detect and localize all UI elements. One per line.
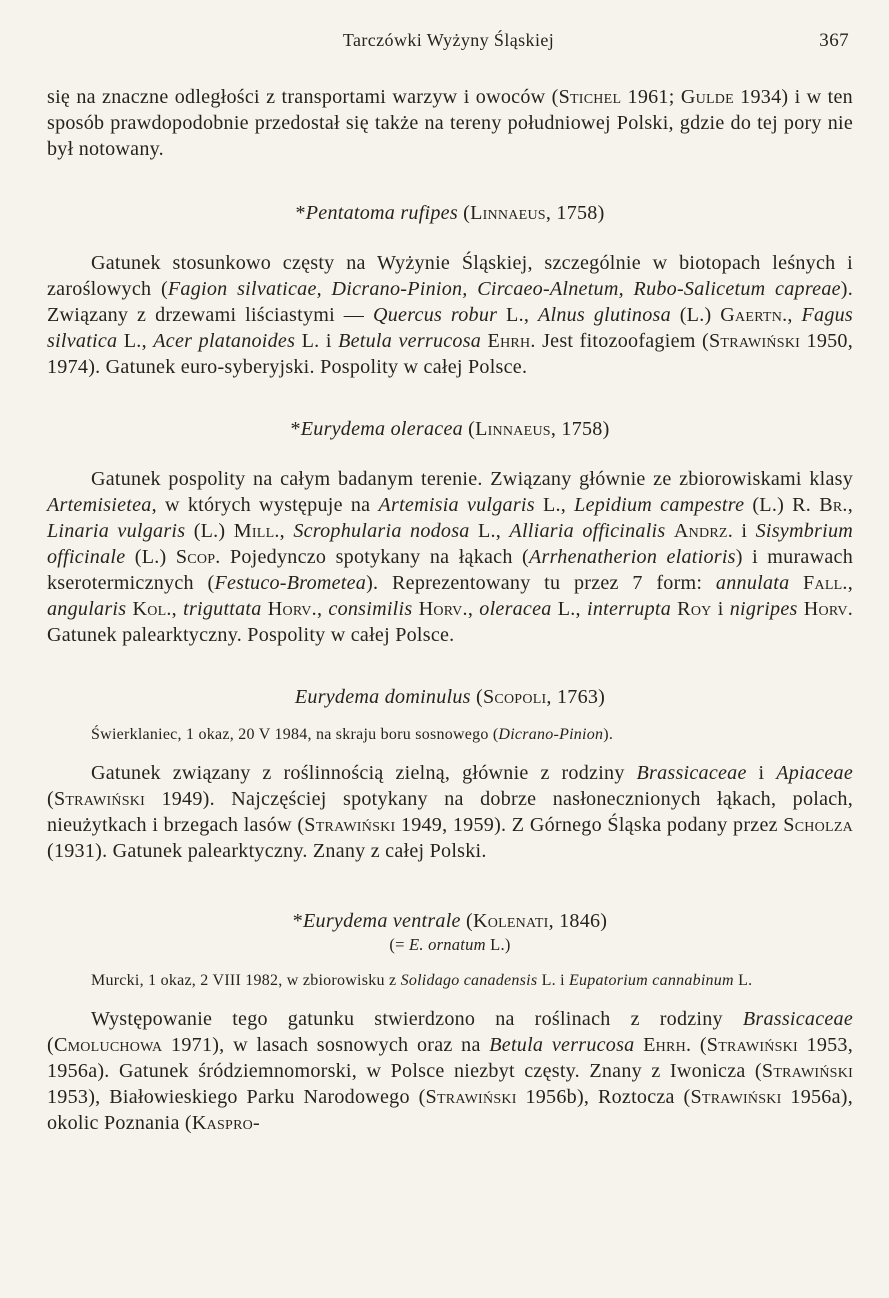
paragraph-continued bbox=[47, 84, 853, 162]
text-run: ). bbox=[603, 726, 614, 743]
text-run: 1949). Najczęściej spotykany na dobrze nasłonecznionych łąkach, polach, nieużytkach i brzegach lasów ( bbox=[47, 788, 853, 836]
text-run: Gatunek pospolity na całym badanym terenie. Związany głównie ze zbiorowiskami klasy bbox=[91, 468, 853, 490]
author-citation: Strawiński bbox=[53, 788, 146, 810]
taxon-name: Betula verrucosa bbox=[489, 1034, 635, 1056]
text-run: i bbox=[711, 598, 730, 620]
text-run: ( bbox=[470, 686, 483, 708]
taxon-name: Lepidium campestre bbox=[574, 494, 745, 516]
text-run: ( bbox=[462, 418, 476, 440]
taxon-name: Festuco-Brometea bbox=[214, 572, 367, 594]
form-name: annulata bbox=[715, 572, 790, 594]
record-locality bbox=[47, 724, 853, 746]
text-run: , w których występuje na bbox=[151, 494, 379, 516]
taxon-name: Solidago canadensis bbox=[400, 972, 538, 989]
author-citation: Roy bbox=[677, 598, 712, 620]
record-locality bbox=[47, 970, 853, 992]
species-heading-eurydema-dominulus bbox=[47, 684, 853, 710]
text-run: L., bbox=[551, 598, 587, 620]
author-citation: Ehrh. bbox=[643, 1034, 692, 1056]
text-run: ( bbox=[691, 1034, 707, 1056]
text-run: L. i bbox=[295, 330, 339, 352]
species-year: , 1763) bbox=[546, 686, 606, 708]
new-record-mark: * bbox=[290, 418, 301, 440]
text-run: ( bbox=[457, 202, 471, 224]
author-citation: Fall. bbox=[803, 572, 848, 594]
new-record-mark: * bbox=[292, 910, 304, 932]
author-citation: Cmoluchowa bbox=[53, 1034, 163, 1056]
taxon-name: Brassicaceae bbox=[742, 1008, 853, 1030]
paragraph-eurydema-dominulus bbox=[47, 760, 853, 864]
taxon-name: Artemisia vulgaris bbox=[378, 494, 535, 516]
taxon-name: E. ornatum bbox=[409, 935, 486, 954]
form-name: consimilis bbox=[328, 598, 413, 620]
text-run: ( bbox=[47, 788, 54, 810]
author-citation: Ehrh. bbox=[487, 330, 536, 352]
text-run: , bbox=[316, 598, 329, 620]
text-run: 1956b), Roztocza ( bbox=[516, 1086, 691, 1108]
species-name: Eurydema ventrale bbox=[303, 910, 461, 932]
taxon-name: Acer platanoides bbox=[153, 330, 296, 352]
author-citation: Strawiński bbox=[706, 1034, 798, 1056]
text-run: 1953, 1956a). Gatunek śródziemnomorski, w Polsce niezbyt częsty. Znany z Iwonicza ( bbox=[47, 1034, 853, 1082]
author-citation: Gulde bbox=[680, 86, 734, 108]
text-run: ( bbox=[460, 910, 473, 932]
author-citation: Horv. bbox=[418, 598, 468, 620]
species-author: Scopoli bbox=[482, 686, 547, 708]
species-year: , 1846) bbox=[548, 910, 608, 932]
species-name: Pentatoma rufipes bbox=[305, 202, 458, 224]
taxon-name: Fagion silvaticae, Dicrano-Pinion, Circaeo-Alnetum, Rubo-Salicetum capreae bbox=[167, 278, 841, 300]
form-name: angularis bbox=[47, 598, 127, 620]
taxon-name: Alnus glutinosa bbox=[537, 304, 671, 326]
text-run: Występowanie tego gatunku stwierdzono na roślinach z rodziny bbox=[91, 1008, 743, 1030]
text-run: (L.) bbox=[670, 304, 721, 326]
form-name: interrupta bbox=[587, 598, 671, 620]
author-citation: Strawiński bbox=[690, 1086, 782, 1108]
text-run: 1971), w lasach sosnowych oraz na bbox=[162, 1034, 490, 1056]
text-run: 1956a), okolic Poznania ( bbox=[47, 1086, 853, 1134]
taxon-name: Quercus robur bbox=[372, 304, 498, 326]
text-run: L., bbox=[497, 304, 538, 326]
author-citation: Horv. bbox=[267, 598, 317, 620]
taxon-name: Brassicaceae bbox=[636, 762, 747, 784]
author-citation: Strawiński bbox=[425, 1086, 517, 1108]
text-run: (= bbox=[389, 935, 410, 954]
taxon-name: Arrhenatherion elatioris bbox=[528, 546, 736, 568]
text-run bbox=[665, 520, 673, 542]
text-run: i bbox=[733, 520, 756, 542]
text-run: L. bbox=[733, 972, 753, 989]
species-year: , 1758) bbox=[545, 202, 605, 224]
author-citation: Br. bbox=[819, 494, 848, 516]
taxon-name: Betula verrucosa bbox=[338, 330, 482, 352]
text-run: Pojedynczo spotykany na łąkach ( bbox=[220, 546, 529, 568]
text-run: , bbox=[847, 494, 853, 516]
new-record-mark: * bbox=[295, 202, 306, 224]
text-run: Gatunek stosunkowo częsty na Wyżynie Śląskiej, szczególnie w biotopach leśnych i zaroślowych ( bbox=[47, 252, 853, 300]
text-run: Świerklaniec, 1 okaz, 20 V 1984, na skraju boru sosnowego ( bbox=[91, 726, 499, 743]
author-citation: Gaertn. bbox=[720, 304, 788, 326]
species-author: Linnaeus bbox=[470, 202, 546, 224]
species-year: , 1758) bbox=[550, 418, 610, 440]
form-name: triguttata bbox=[183, 598, 262, 620]
species-author: Kolenati bbox=[472, 910, 549, 932]
text-run: (L.) bbox=[185, 520, 234, 542]
taxon-name: Alliaria officinalis bbox=[509, 520, 666, 542]
page-body bbox=[47, 84, 853, 1136]
author-citation: Scop. bbox=[175, 546, 221, 568]
text-run: Gatunek palearktyczny. Pospolity w całej Polsce. bbox=[47, 624, 455, 646]
running-header bbox=[48, 30, 849, 58]
form-name: oleracea bbox=[479, 598, 552, 620]
taxon-name: Eupatorium cannabinum bbox=[569, 972, 734, 989]
author-citation: Andrz. bbox=[673, 520, 733, 542]
text-run: 1949, 1959). Z Górnego Śląska podany przez bbox=[395, 814, 784, 836]
text-run: , bbox=[847, 572, 853, 594]
taxon-name: Dicrano-Pinion bbox=[498, 726, 604, 743]
species-heading-pentatoma-rufipes bbox=[47, 200, 853, 226]
text-run: Jest fitozoofagiem ( bbox=[535, 330, 709, 352]
author-citation: Stichel bbox=[558, 86, 622, 108]
author-citation: Strawiński bbox=[304, 814, 396, 836]
species-heading-eurydema-ventrale bbox=[47, 908, 853, 934]
species-author: Linnaeus bbox=[475, 418, 551, 440]
text-run: L., bbox=[117, 330, 154, 352]
text-run: L.) bbox=[485, 935, 511, 954]
text-run: (L.) R. bbox=[744, 494, 820, 516]
text-run: ). Reprezentowany tu przez 7 form: bbox=[366, 572, 716, 594]
text-run: L. i bbox=[537, 972, 570, 989]
taxon-name: Artemisietea bbox=[47, 494, 152, 516]
taxon-name: Fagus silvatica bbox=[47, 304, 853, 352]
text-run: , bbox=[171, 598, 184, 620]
text-run: (L.) bbox=[125, 546, 176, 568]
text-run: 1934) i w ten sposób prawdopodobnie przedostał się także na tereny południowej Polski, gdzie do tej pory nie był notowany. bbox=[47, 86, 853, 160]
paragraph-eurydema-ventrale bbox=[47, 1006, 853, 1136]
text-run: i bbox=[746, 762, 777, 784]
text-run bbox=[634, 1034, 643, 1056]
text-run: L., bbox=[469, 520, 510, 542]
text-run: się na znaczne odległości z transportami warzyw i owoców ( bbox=[47, 86, 559, 108]
author-citation: Scholza bbox=[783, 814, 853, 836]
taxon-name: Scrophularia nodosa bbox=[293, 520, 470, 542]
taxon-name: Linaria vulgaris bbox=[47, 520, 186, 542]
text-run: , bbox=[279, 520, 294, 542]
text-run: (1931). Gatunek palearktyczny. Znany z całej Polski. bbox=[47, 840, 487, 862]
text-run: , bbox=[467, 598, 480, 620]
synonym-line bbox=[47, 934, 853, 956]
text-run: 1961; bbox=[621, 86, 681, 108]
species-name: Eurydema oleracea bbox=[300, 418, 463, 440]
text-run: Murcki, 1 okaz, 2 VIII 1982, w zbiorowisku z bbox=[91, 972, 401, 989]
paragraph-eurydema-oleracea bbox=[47, 466, 853, 648]
form-name: nigripes bbox=[729, 598, 798, 620]
species-name: Eurydema dominulus bbox=[294, 686, 471, 708]
running-title: Tarczówki Wyżyny Śląskiej bbox=[342, 30, 555, 50]
text-run: L., bbox=[534, 494, 575, 516]
text-run: 1953), Białowieskiego Parku Narodowego ( bbox=[47, 1086, 426, 1108]
text-run bbox=[789, 572, 803, 594]
author-citation: Mill. bbox=[233, 520, 280, 542]
text-run: ( bbox=[47, 1034, 54, 1056]
taxon-name: Sisymbrium officinale bbox=[47, 520, 853, 568]
page-number: 367 bbox=[819, 30, 849, 51]
text-run: ) i murawach kserotermicznych ( bbox=[47, 546, 853, 594]
author-citation: Kol. bbox=[132, 598, 172, 620]
text-run: Gatunek związany z roślinnością zielną, głównie z rodziny bbox=[91, 762, 637, 784]
species-heading-eurydema-oleracea bbox=[47, 416, 853, 442]
author-citation: Horv. bbox=[803, 598, 853, 620]
paragraph-pentatoma-rufipes bbox=[47, 250, 853, 380]
author-citation: Strawiński bbox=[709, 330, 801, 352]
author-citation: Strawiński bbox=[761, 1060, 853, 1082]
text-run: , bbox=[787, 304, 802, 326]
author-citation: Kaspro- bbox=[191, 1112, 260, 1134]
taxon-name: Apiaceae bbox=[776, 762, 853, 784]
text-run: 1950, 1974). Gatunek euro-syberyjski. Pospolity w całej Polsce. bbox=[47, 330, 854, 378]
text-run: ). Związany z drzewami liściastymi — bbox=[47, 278, 853, 326]
